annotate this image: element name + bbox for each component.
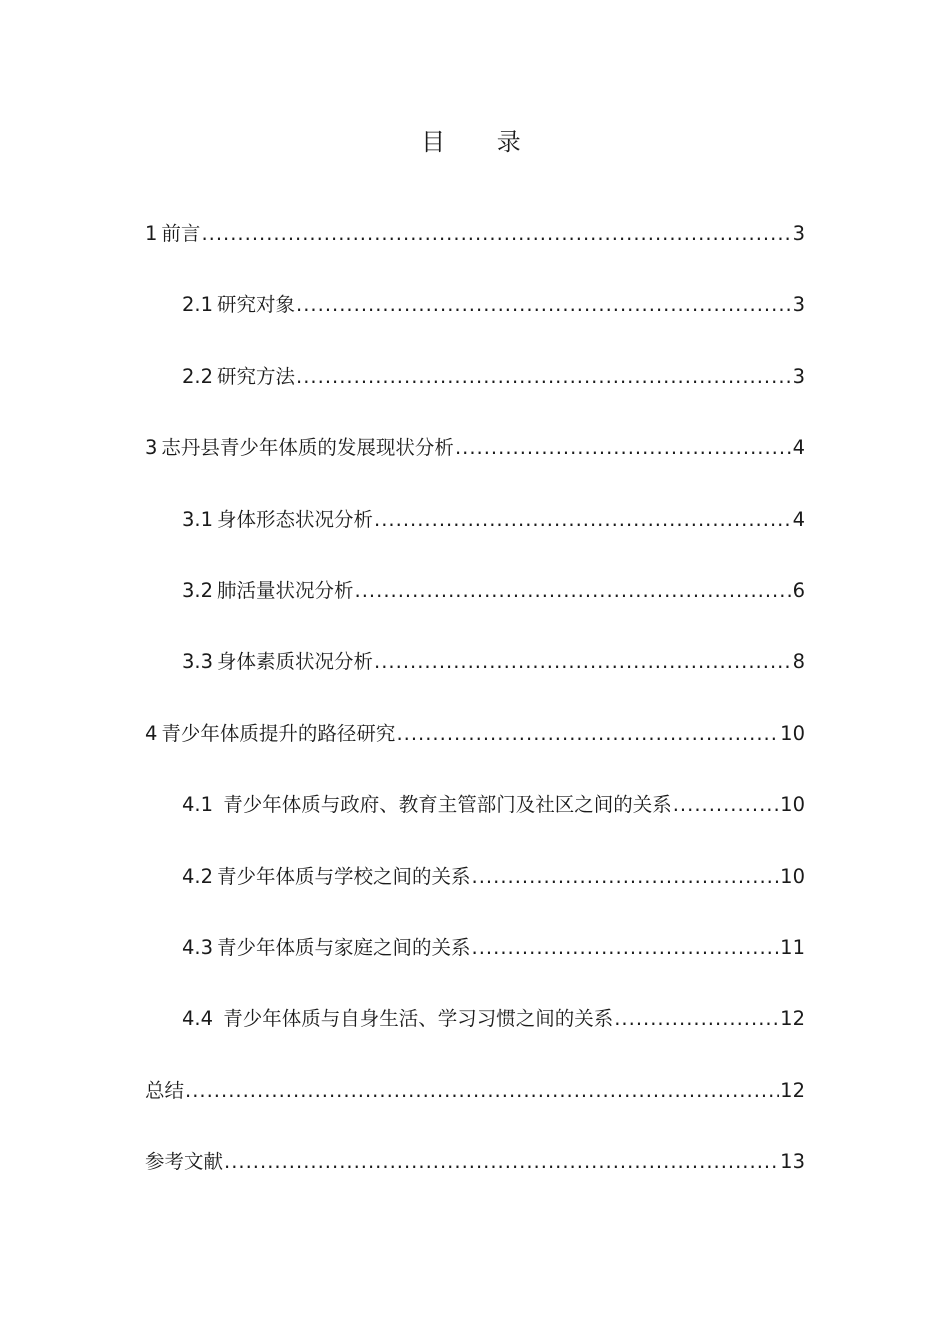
toc-dot-leader xyxy=(396,716,779,752)
toc-entry-intro[interactable] xyxy=(145,216,805,287)
toc-entry-improvement-path[interactable] xyxy=(145,716,805,787)
toc-page-number: 10 xyxy=(780,864,805,888)
toc-entry-references[interactable] xyxy=(145,1144,805,1215)
toc-page-number: 10 xyxy=(780,721,805,745)
toc-entry-number: 4.1 xyxy=(182,793,214,817)
toc-entry-number: 4.3 xyxy=(182,935,214,959)
toc-page-number: 13 xyxy=(780,1150,805,1174)
toc-entry-number: 2.2 xyxy=(182,364,214,388)
toc-entry-family-relation[interactable] xyxy=(145,930,805,1001)
toc-entry-text: 志丹县青少年体质的发展现状分析 xyxy=(161,436,454,460)
toc-entry-label xyxy=(145,1144,223,1180)
toc-entry-text: 研究对象 xyxy=(217,293,296,317)
toc-dot-leader xyxy=(296,287,792,323)
toc-page-number: 6 xyxy=(792,578,805,602)
toc-entry-label xyxy=(145,1073,184,1109)
toc-entry-summary[interactable] xyxy=(145,1073,805,1144)
toc-entry-label xyxy=(145,716,395,752)
toc-dot-leader xyxy=(614,1001,779,1037)
toc-dot-leader xyxy=(673,787,779,823)
toc-entry-text: 青少年体质提升的路径研究 xyxy=(161,721,396,745)
toc-entry-text: 参考文献 xyxy=(145,1150,224,1174)
toc-entry-text: 青少年体质与家庭之间的关系 xyxy=(217,935,471,959)
table-of-contents xyxy=(145,216,805,1215)
toc-entry-label xyxy=(182,287,295,323)
toc-entry-label xyxy=(182,359,295,395)
toc-entry-label xyxy=(182,644,373,680)
toc-dot-leader xyxy=(472,859,780,895)
toc-entry-text: 青少年体质与自身生活、学习习惯之间的关系 xyxy=(217,1007,614,1031)
toc-entry-number: 3 xyxy=(145,436,158,460)
toc-entry-number: 3.3 xyxy=(182,650,214,674)
toc-entry-label xyxy=(182,502,373,538)
toc-entry-text: 总结 xyxy=(145,1078,185,1102)
toc-page-number: 3 xyxy=(792,293,805,317)
toc-entry-label xyxy=(145,216,200,252)
toc-page-number: 12 xyxy=(780,1007,805,1031)
toc-dot-leader xyxy=(374,502,792,538)
toc-entry-number: 1 xyxy=(145,222,158,245)
page-title: 目 录 xyxy=(421,128,543,156)
toc-page-number: 3 xyxy=(792,364,805,388)
toc-entry-number: 2.1 xyxy=(182,293,214,317)
toc-entry-body-form[interactable] xyxy=(145,502,805,573)
toc-entry-lung-capacity[interactable] xyxy=(145,573,805,644)
toc-page-number: 10 xyxy=(780,793,805,817)
toc-page-number: 4 xyxy=(792,436,805,460)
toc-entry-text: 青少年体质与学校之间的关系 xyxy=(217,864,471,888)
toc-page-number: 11 xyxy=(780,935,805,959)
toc-entry-number: 3.2 xyxy=(182,578,214,602)
toc-dot-leader xyxy=(224,1144,779,1180)
toc-entry-label xyxy=(182,1001,613,1037)
toc-dot-leader xyxy=(455,430,792,466)
toc-entry-number: 4.4 xyxy=(182,1007,214,1031)
toc-page-number: 3 xyxy=(792,222,805,245)
toc-dot-leader xyxy=(185,1073,779,1109)
toc-entry-number: 3.1 xyxy=(182,507,214,531)
toc-entry-physical-quality[interactable] xyxy=(145,644,805,715)
toc-page-number: 4 xyxy=(792,507,805,531)
toc-entry-text: 身体素质状况分析 xyxy=(217,650,374,674)
toc-entry-research-object[interactable] xyxy=(145,287,805,358)
toc-entry-text: 身体形态状况分析 xyxy=(217,507,374,531)
toc-dot-leader xyxy=(296,359,792,395)
toc-entry-number: 4.2 xyxy=(182,864,214,888)
toc-page-number: 12 xyxy=(780,1078,805,1102)
toc-entry-text: 肺活量状况分析 xyxy=(217,578,354,602)
toc-dot-leader xyxy=(472,930,780,966)
toc-entry-habits-relation[interactable] xyxy=(145,1001,805,1072)
toc-entry-research-method[interactable] xyxy=(145,359,805,430)
toc-entry-number: 4 xyxy=(145,721,158,745)
toc-entry-text: 研究方法 xyxy=(217,364,296,388)
toc-entry-text: 前言 xyxy=(161,222,201,245)
toc-dot-leader xyxy=(374,644,792,680)
toc-dot-leader xyxy=(355,573,792,609)
toc-entry-label xyxy=(182,787,672,823)
toc-entry-government-relation[interactable] xyxy=(145,787,805,858)
toc-page-number: 8 xyxy=(792,650,805,674)
toc-entry-label xyxy=(182,573,354,609)
toc-entry-text: 青少年体质与政府、教育主管部门及社区之间的关系 xyxy=(217,793,672,817)
toc-entry-label xyxy=(182,859,471,895)
toc-entry-school-relation[interactable] xyxy=(145,859,805,930)
toc-entry-label xyxy=(182,930,471,966)
toc-entry-label xyxy=(145,430,454,466)
toc-entry-status-analysis[interactable] xyxy=(145,430,805,501)
toc-dot-leader xyxy=(201,216,791,252)
